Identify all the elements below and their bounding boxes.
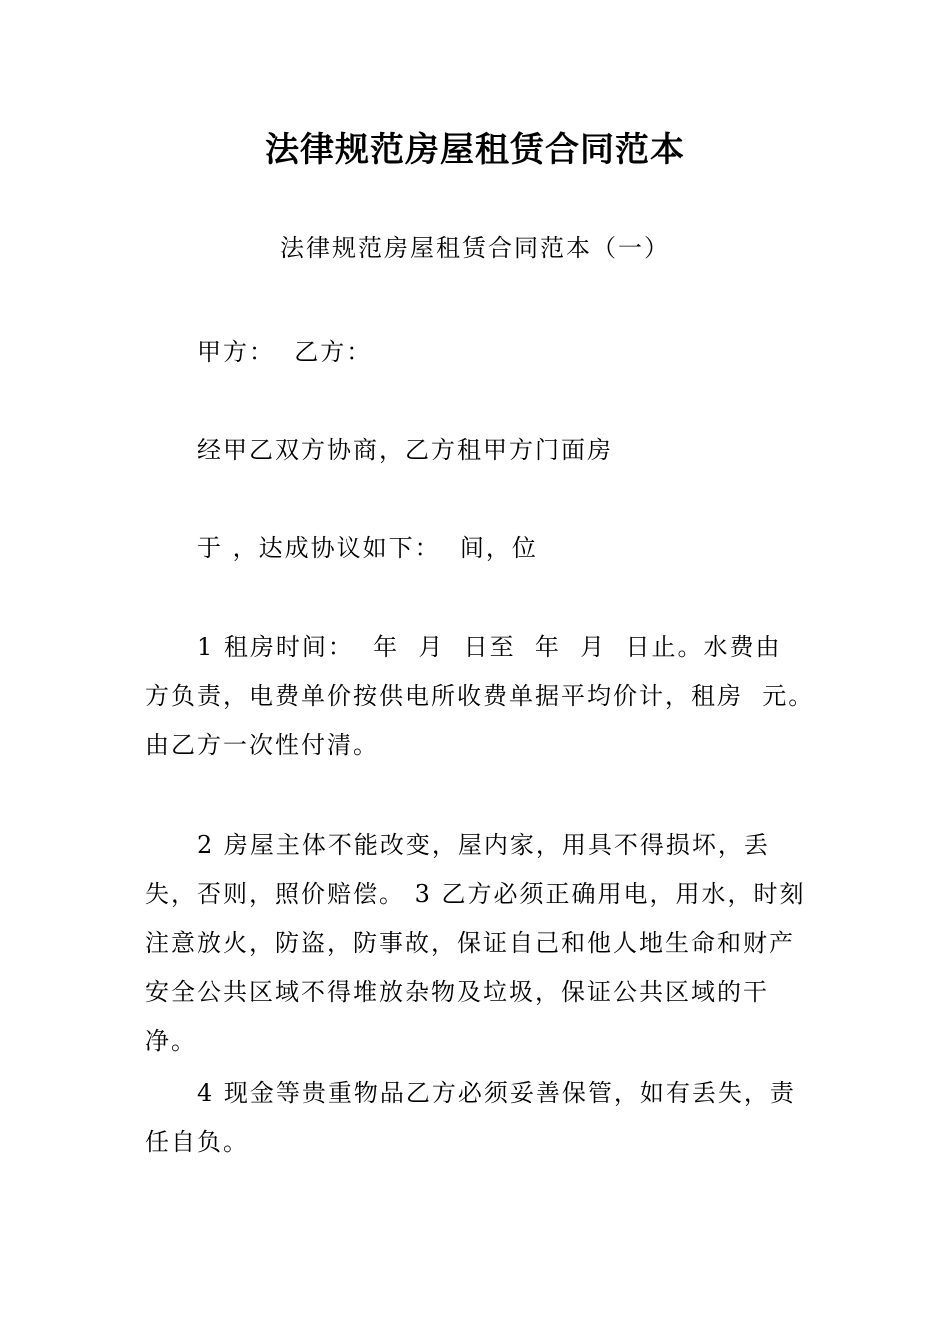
paragraph-parties: 甲方： 乙方： <box>197 338 373 366</box>
paragraph-clause-2-3: 2 房屋主体不能改变，屋内家，用具不得损坏，丢失，否则，照价赔偿。 3 乙方必须正确用电，用水，时刻注意放火，防盗，防事故，保证自己和他人地生命和财产安全公共区域不得堆放杂物及垃圾，保证公共区域的干净。 <box>145 831 806 1055</box>
paragraph-clause-4: 4 现金等贵重物品乙方必须妥善保管，如有丢失，责任自负。 <box>145 1079 796 1156</box>
document-title: 法律规范房屋租赁合同范本 <box>265 130 685 170</box>
paragraph-location: 于 ，达成协议如下： 间，位 <box>197 534 538 562</box>
paragraph-agreement: 经甲乙双方协商，乙方租甲方门面房 <box>197 436 613 464</box>
document-subtitle: 法律规范房屋租赁合同范本（一） <box>280 234 670 262</box>
paragraph-clause-1: 1 租房时间： 年 月 日至 年 月 日止。水费由 方负责，电费单价按供电所收费单据平均价计，租房 元。由乙方一次性付清。 <box>145 633 815 759</box>
